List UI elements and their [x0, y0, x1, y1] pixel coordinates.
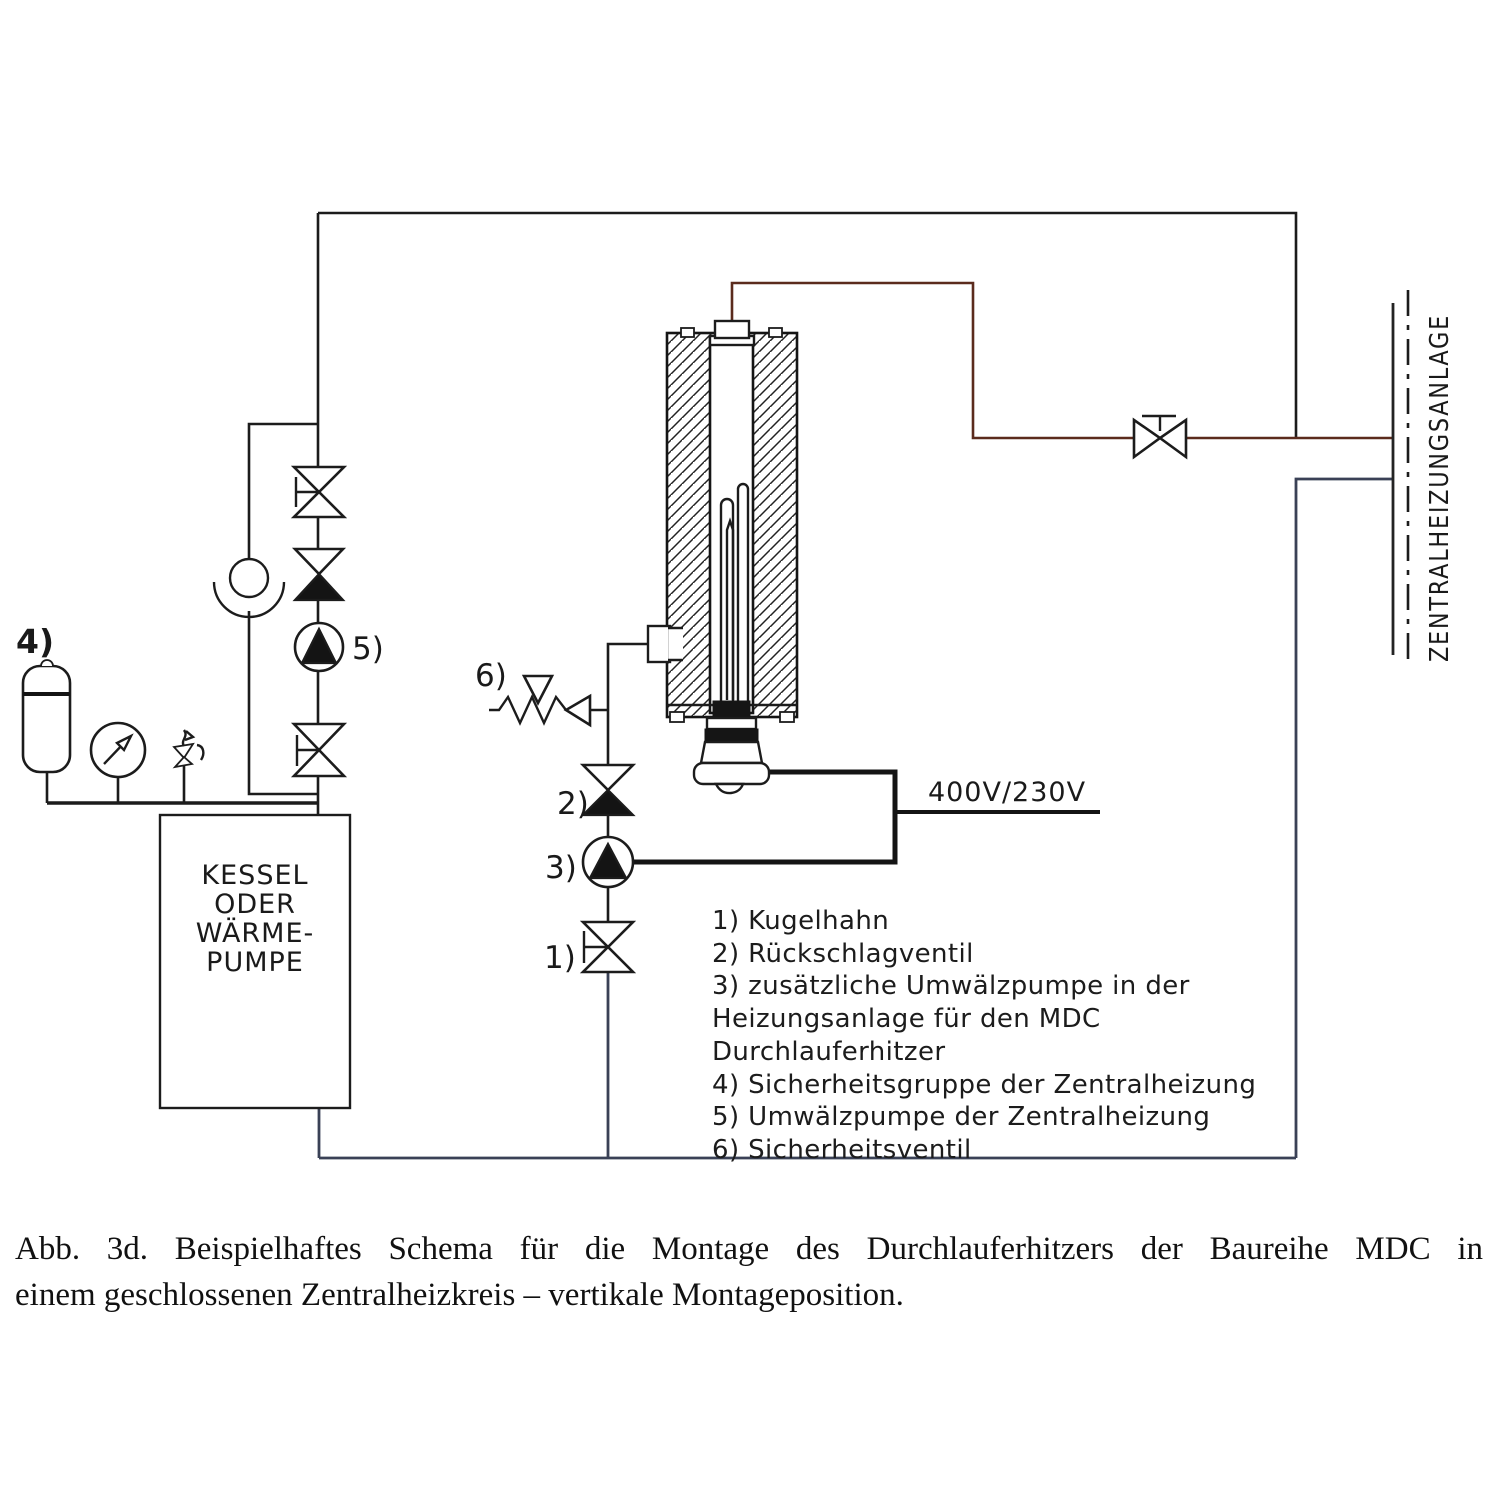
legend-line: 6) Sicherheitsventil: [712, 1134, 972, 1165]
air-vent-icon: [174, 730, 203, 767]
legend-line: 4) Sicherheitsgruppe der Zentralheizung: [712, 1069, 1257, 1100]
boiler-label-line: ODER: [214, 889, 296, 920]
boiler-label-line: WÄRME-: [195, 918, 315, 949]
circulation-pump-icon: [295, 623, 343, 671]
check-valve-icon: [583, 765, 633, 815]
legend-line: Heizungsanlage für den MDC: [712, 1004, 1101, 1035]
discharge-funnel-icon: [214, 559, 284, 617]
marker-6: 6): [475, 658, 507, 694]
left-riser-fittings: [214, 467, 344, 776]
boiler-label-line: KESSEL: [201, 860, 309, 891]
circulation-pump-icon: [583, 837, 633, 887]
heater-top-cap: [715, 321, 749, 338]
electric-connection-head: [694, 763, 769, 784]
heater-neck: [707, 718, 756, 729]
caption-line: einem geschlossenen Zentralheizkreis – vertikale Montageposition.: [15, 1277, 904, 1313]
marker-3: 3): [545, 850, 577, 886]
marker-1: 1): [544, 940, 576, 976]
gate-valve-icon: [294, 467, 344, 517]
gate-valve-icon: [294, 724, 344, 776]
pipe-top-run: [318, 213, 1296, 437]
legend-line: 2) Rückschlagventil: [712, 938, 974, 969]
central-heating-label: ZENTRALHEIZUNGSANLAGE: [1425, 257, 1455, 662]
safety-group: [23, 660, 203, 777]
heater-side-port: [648, 626, 670, 662]
legend-line: 3) zusätzliche Umwälzpumpe in der: [712, 971, 1190, 1002]
marker-5: 5): [352, 631, 384, 667]
pipe-supply-run: [732, 283, 1393, 438]
heater-bell: [701, 742, 762, 763]
legend-line: Durchlauferhitzer: [712, 1036, 946, 1067]
legend-line: 5) Umwälzpumpe der Zentralheizung: [712, 1102, 1211, 1133]
boiler-label-line: PUMPE: [206, 947, 304, 978]
marker-2: 2): [557, 786, 589, 822]
power-cable: [634, 772, 895, 862]
voltage-label: 400V/230V: [927, 777, 1087, 808]
heater-top-notch: [681, 328, 694, 337]
heater-port-clear: [669, 628, 683, 660]
expansion-vessel-icon: [23, 660, 70, 772]
caption-line: Abb. 3d. Beispielhaftes Schema für die Montage des Durchlauferhitzers der Baureihe MDC in: [15, 1231, 1483, 1267]
legend-line: 1) Kugelhahn: [712, 906, 890, 936]
figure-caption: [15, 1226, 1483, 1318]
legend: [712, 905, 1256, 1167]
flow-heater-unit: [648, 321, 797, 793]
heater-bottom-notch: [780, 712, 794, 722]
check-valve-icon: [295, 549, 343, 600]
heater-bottom-notch: [670, 712, 684, 722]
boiler-box: [160, 815, 350, 1108]
heater-seal-band: [705, 729, 758, 742]
supply-valve-icon: [1134, 416, 1186, 457]
heater-seal-band: [713, 701, 750, 718]
ball-valve-icon: [583, 922, 633, 972]
marker-4: 4): [16, 622, 55, 661]
inlet-column-fittings: [489, 676, 633, 972]
pressure-gauge-icon: [91, 723, 145, 777]
central-heating-boundary: [1393, 257, 1455, 668]
heater-top-notch: [769, 328, 782, 337]
connection-head-tip: [716, 784, 743, 793]
